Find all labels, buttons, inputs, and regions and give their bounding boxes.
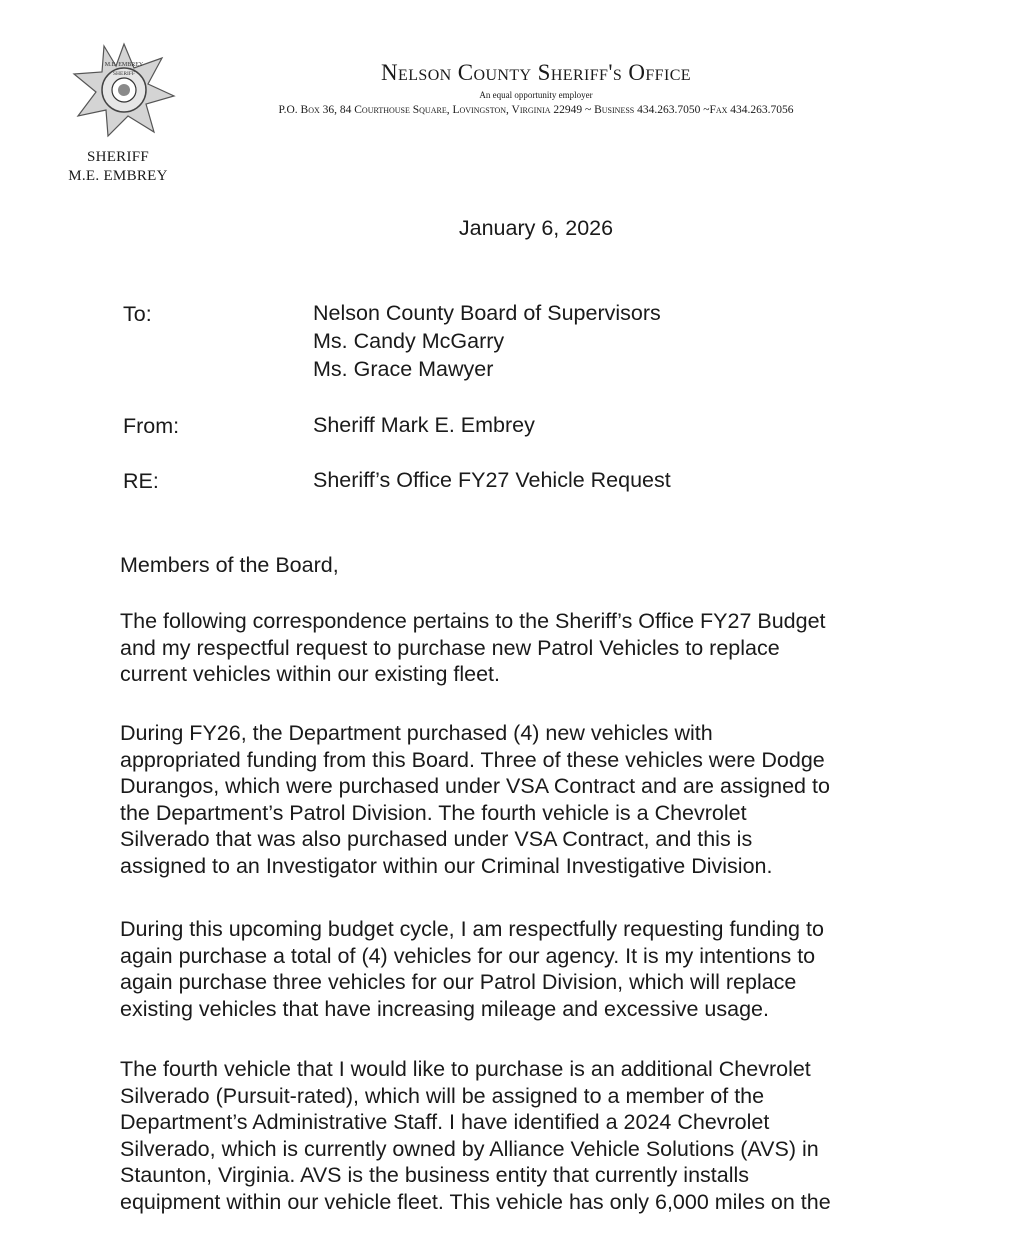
paragraph-line: During FY26, the Department purchased (4) new vehicles with bbox=[120, 721, 713, 745]
paragraph-line: again purchase a total of (4) vehicles for our agency. It is my intentions to bbox=[120, 943, 816, 968]
employer-tagline: An equal opportunity employer bbox=[479, 90, 593, 100]
recipient-line: Ms. Grace Mawyer bbox=[313, 357, 494, 381]
sheriff-badge-logo bbox=[68, 40, 180, 140]
paragraph-line: The following correspondence pertains to the Sheriff’s Office FY27 Budget bbox=[120, 609, 826, 633]
paragraph-line: During this upcoming budget cycle, I am respectfully requesting funding to bbox=[120, 917, 824, 941]
sheriff-name: M.E. EMBREY bbox=[68, 168, 168, 184]
paragraph-line: the Department’s Patrol Division. The fourth vehicle is a Chevrolet bbox=[120, 800, 747, 825]
paragraph bbox=[120, 916, 950, 1022]
paragraph-line: Silverado that was also purchased under VSA Contract, and this is bbox=[120, 827, 753, 851]
paragraph-line: Durangos, which were purchased under VSA Contract and are assigned to bbox=[120, 774, 830, 798]
paragraph-line: appropriated funding from this Board. Three of these vehicles were Dodge bbox=[120, 747, 825, 772]
re-value: Sheriff’s Office FY27 Vehicle Request bbox=[313, 468, 671, 492]
paragraph-line: and my respectful request to purchase new Patrol Vehicles to replace bbox=[120, 635, 780, 660]
to-label: To: bbox=[123, 302, 152, 326]
paragraph-line: Silverado (Pursuit-rated), which will be assigned to a member of the bbox=[120, 1083, 765, 1108]
paragraph bbox=[120, 608, 950, 688]
paragraph bbox=[120, 1056, 950, 1215]
paragraph-line: equipment within our vehicle fleet. This vehicle has only 6,000 miles on the bbox=[120, 1189, 831, 1214]
paragraph-line: again purchase three vehicles for our Patrol Division, which will replace bbox=[120, 970, 797, 994]
badge-word-text: SHERIFF bbox=[112, 71, 136, 77]
sheriff-signature-block bbox=[30, 148, 206, 186]
paragraph-line: existing vehicles that have increasing mileage and excessive usage. bbox=[120, 996, 769, 1021]
from-label: From: bbox=[123, 414, 180, 438]
sheriff-title: SHERIFF bbox=[86, 149, 150, 165]
salutation: Members of the Board, bbox=[120, 553, 339, 577]
paragraph bbox=[120, 720, 950, 879]
re-label: RE: bbox=[123, 469, 159, 493]
paragraph-line: Silverado, which is currently owned by Alliance Vehicle Solutions (AVS) in bbox=[120, 1136, 819, 1161]
paragraph-line: assigned to an Investigator within our Criminal Investigative Division. bbox=[120, 853, 773, 878]
recipient-line: Nelson County Board of Supervisors bbox=[313, 301, 661, 325]
from-value: Sheriff Mark E. Embrey bbox=[313, 413, 535, 437]
address-line: P.O. Box 36, 84 Courthouse Square, Lovingston, Virginia 22949 ~ Business 434.263.7050 ~Fax 434.263.7056 bbox=[278, 104, 794, 116]
badge-name-text: M.E. EMBREY bbox=[104, 62, 144, 68]
paragraph-line: Department’s Administrative Staff. I have identified a 2024 Chevrolet bbox=[120, 1110, 770, 1134]
paragraph-line: Staunton, Virginia. AVS is the business entity that currently installs bbox=[120, 1163, 750, 1187]
recipient-line: Ms. Candy McGarry bbox=[313, 329, 505, 353]
to-recipients bbox=[313, 299, 661, 383]
paragraph-line: current vehicles within our existing fleet. bbox=[120, 662, 501, 686]
letter-date: January 6, 2026 bbox=[458, 216, 614, 240]
paragraph-line: The fourth vehicle that I would like to purchase is an additional Chevrolet bbox=[120, 1057, 811, 1081]
office-title: Nelson County Sheriff's Office bbox=[381, 60, 691, 85]
